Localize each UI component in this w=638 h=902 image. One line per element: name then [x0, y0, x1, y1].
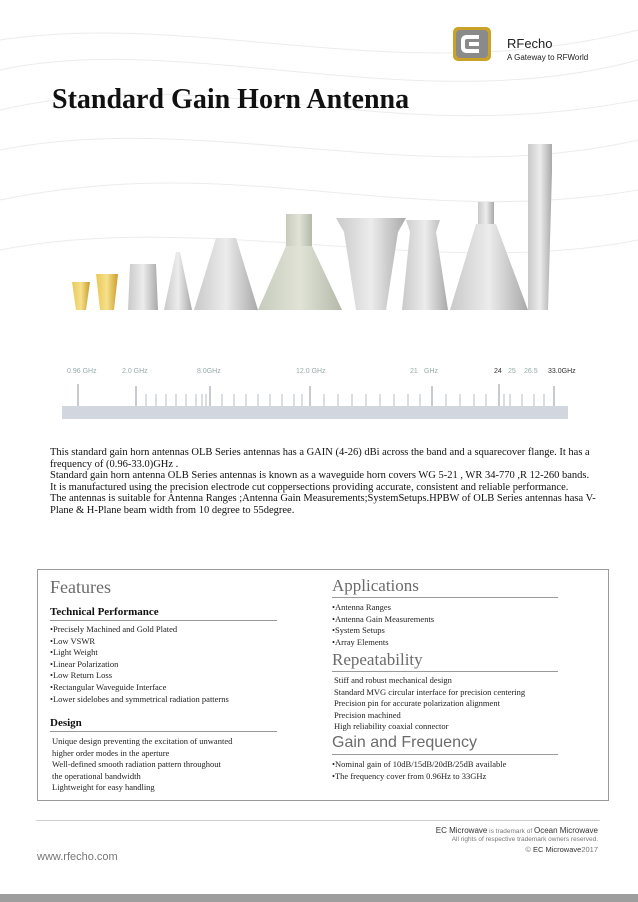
brand-tagline: A Gateway to RFWorld [507, 53, 589, 62]
divider [50, 731, 277, 732]
list-item: Standard MVG circular interface for precision centering [334, 686, 526, 697]
trademark-brand: EC Microwave [435, 826, 488, 835]
gain-frequency-list [332, 759, 506, 782]
list-item: higher order modes in the aperture [52, 747, 170, 758]
repeatability-list [334, 675, 525, 733]
page-title: Standard Gain Horn Antenna [52, 84, 410, 115]
applications-list [332, 602, 434, 648]
bottom-bar [0, 894, 638, 902]
list-item: Stiff and robust mechanical design [334, 675, 452, 685]
frequency-scale-bar [62, 384, 568, 420]
freq-label: 12.0 GHz [296, 368, 326, 375]
list-item: •Array Elements [332, 636, 389, 647]
technical-performance-heading: Technical Performance [50, 606, 159, 618]
list-item: the operational bandwidth [52, 770, 141, 781]
list-item: •The frequency cover from 0.96Hz to 33GHz [332, 770, 487, 781]
freq-label: 26.5 [524, 368, 538, 375]
copyright-brand: EC Microwave [532, 845, 582, 854]
technical-performance-list [50, 624, 229, 705]
trademark-owner: Ocean Microwave [533, 826, 598, 835]
divider [50, 620, 277, 621]
list-item: •Antenna Gain Measurements [332, 613, 435, 624]
freq-label: 2.0 GHz [122, 368, 148, 375]
freq-label: 0.96 GHz [67, 368, 97, 375]
freq-label: 33.0GHz [548, 368, 576, 375]
copyright-line [525, 845, 598, 854]
trademark-text: is trademark of [487, 828, 534, 835]
freq-label: GHz [424, 368, 438, 375]
list-item: •System Setups [332, 625, 385, 636]
freq-label: 8.0GHz [197, 368, 221, 375]
list-item: •Low Return Loss [50, 670, 112, 681]
copyright-year: 2017 [581, 845, 598, 854]
repeatability-heading: Repeatability [332, 650, 423, 669]
list-item: •Precisely Machined and Gold Plated [50, 624, 178, 634]
footer-divider [36, 820, 600, 821]
divider [332, 597, 558, 598]
divider [332, 671, 558, 672]
website-link[interactable]: www.rfecho.com [37, 851, 118, 863]
horn-antennas-illustration [60, 140, 580, 320]
design-heading: Design [50, 717, 82, 729]
intro-text [50, 447, 598, 517]
intro-paragraph: The antennas is suitable for Antenna Ranges ;Antenna Gain Measurements;SystemSetups.HPBW of OLB Series antennas hasa V-Plane & H-Plane beam width from 10 degree to 55degree. [50, 493, 596, 516]
applications-heading: Applications [332, 576, 419, 595]
list-item: Lightweight for easy handling [52, 782, 155, 793]
design-list [52, 736, 232, 794]
copyright-symbol: © [525, 845, 533, 854]
list-item: •Nominal gain of 10dB/15dB/20dB/25dB available [332, 759, 507, 769]
freq-label: 21 [410, 368, 418, 375]
trademark-line [436, 826, 598, 835]
list-item: •Low VSWR [50, 635, 96, 646]
features-heading: Features [50, 577, 111, 597]
gain-frequency-heading: Gain and Frequency [332, 734, 477, 751]
list-item: •Light Weight [50, 647, 98, 658]
brand-name: RFecho [507, 36, 553, 51]
frequency-scale-labels [62, 368, 576, 380]
list-item: •Linear Polarization [50, 658, 119, 669]
intro-paragraph: This standard gain horn antennas OLB Series antennas has a GAIN (4-26) dBi across the band and a squarecover flange. It has a frequency of (0.96-33.0)GHz . [50, 447, 590, 470]
list-item: Unique design preventing the excitation of unwanted [52, 736, 233, 746]
divider [332, 754, 558, 755]
rights-line: All rights of respective trademark owners reserved. [451, 836, 598, 843]
list-item: •Rectangular Waveguide Interface [50, 681, 167, 692]
list-item: High reliability coaxial connector [334, 721, 449, 732]
list-item: •Antenna Ranges [332, 602, 391, 612]
list-item: Precision pin for accurate polarization alignment [334, 698, 500, 709]
freq-label: 25 [508, 368, 516, 375]
freq-label: 24 [494, 368, 502, 375]
list-item: Precision machined [334, 709, 401, 720]
intro-paragraph: Standard gain horn antenna OLB Series antennas is known as a waveguide horn covers WG 5-21 , WR 34-770 ,R 12-260 bands. It is manufactured using the precision electrode cut coppersections providing accurate, consistent and reliable performance. [50, 470, 590, 493]
list-item: •Lower sidelobes and symmetrical radiation patterns [50, 693, 229, 704]
list-item: Well-defined smooth radiation pattern throughout [52, 759, 221, 770]
rfecho-logo [452, 26, 492, 62]
